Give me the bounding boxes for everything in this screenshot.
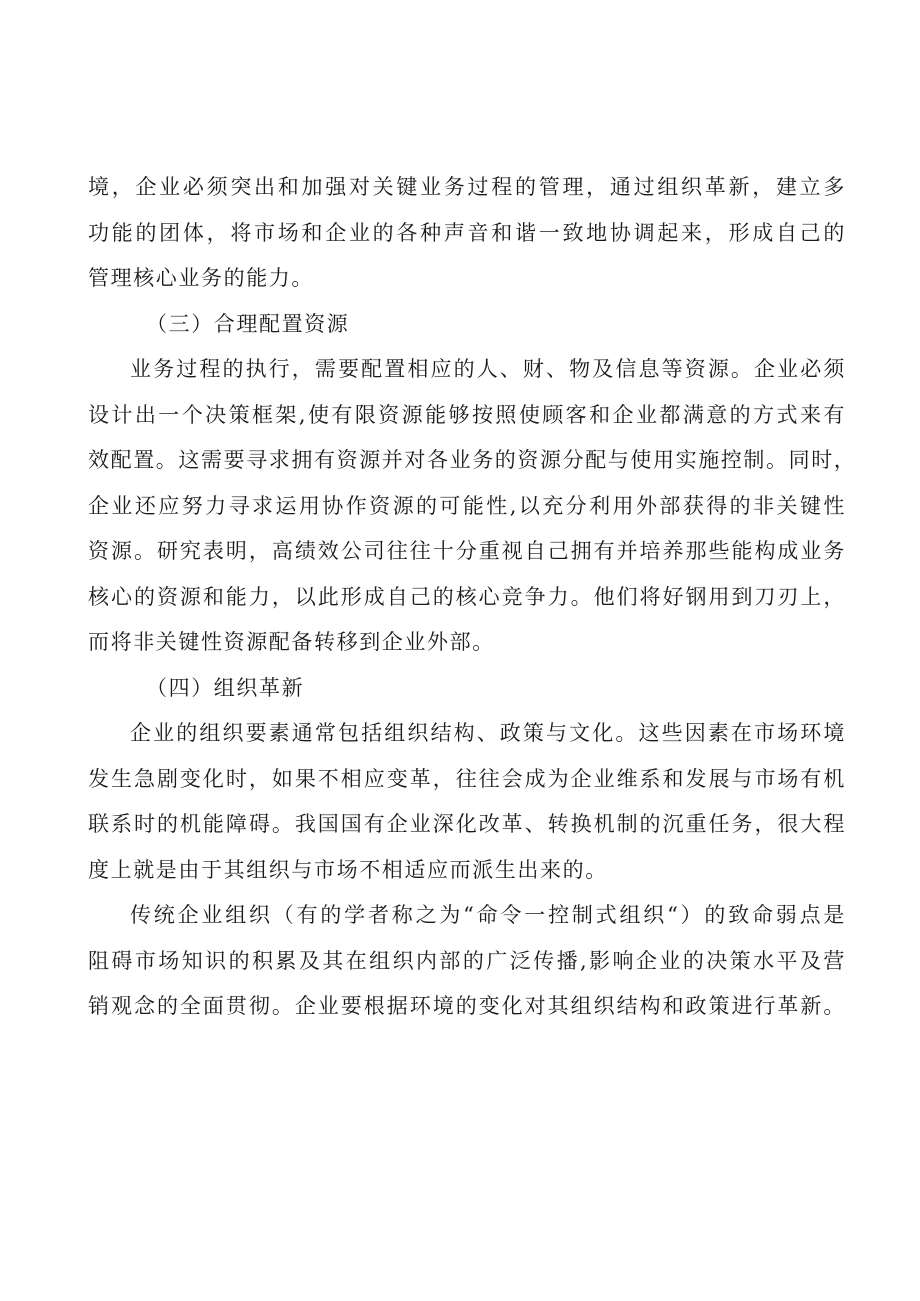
paragraph-line: 功能的团体，将市场和企业的各种声音和谐一致地协调起来，形成自己的 xyxy=(88,220,846,245)
paragraph-line: 设计出一个决策框架,使有限资源能够按照使顾客和企业都满意的方式来有 xyxy=(88,402,846,427)
paragraph-line: 境，企业必须突出和加强对关键业务过程的管理，通过组织革新，建立多 xyxy=(88,175,846,199)
paragraph-line: 传统企业组织（有的学者称之为“命令一控制式组织“）的致命弱点是 xyxy=(130,903,846,927)
paragraph-line: 业务过程的执行，需要配置相应的人、财、物及信息等资源。企业必须 xyxy=(130,357,846,381)
paragraph-line: 联系时的机能障碍。我国国有企业深化改革、转换机制的沉重任务，很大程 xyxy=(88,812,846,836)
paragraph-2 xyxy=(88,347,857,666)
paragraph-line: 销观念的全面贯彻。企业要根据环境的变化对其组织结构和政策进行革新。 xyxy=(88,994,846,1018)
paragraph-line: 核心的资源和能力，以此形成自己的核心竞争力。他们将好钢用到刀刃上， xyxy=(88,584,846,609)
paragraph-line: 效配置。这需要寻求拥有资源并对各业务的资源分配与使用实施控制。同时， xyxy=(88,448,857,472)
paragraph-line: 度上就是由于其组织与市场不相适应而派生出来的。 xyxy=(88,857,608,882)
paragraph-line: 资源。研究表明，高绩效公司往往十分重视自己拥有并培养那些能构成业务 xyxy=(88,539,846,563)
paragraph-line: 阻碍市场知识的积累及其在组织内部的广泛传播,影响企业的决策水平及营 xyxy=(88,948,846,973)
paragraph-line: 管理核心业务的能力。 xyxy=(88,266,314,290)
paragraph-3 xyxy=(88,711,846,893)
paragraph-line: 发生急剧变化时，如果不相应变革，往往会成为企业维系和发展与市场有机 xyxy=(88,766,846,791)
paragraph-1 xyxy=(88,165,846,302)
document-body xyxy=(88,165,857,1030)
paragraph-line: 企业的组织要素通常包括组织结构、政策与文化。这些因素在市场环境 xyxy=(130,721,846,745)
paragraph-4 xyxy=(88,893,846,1030)
paragraph-line: 而将非关键性资源配备转移到企业外部。 xyxy=(88,630,495,654)
section-heading-4: （四）组织革新 xyxy=(146,675,305,700)
paragraph-line: 企业还应努力寻求运用协作资源的可能性,以充分利用外部获得的非关键性 xyxy=(88,493,846,518)
section-heading-3: （三）合理配置资源 xyxy=(146,311,350,336)
